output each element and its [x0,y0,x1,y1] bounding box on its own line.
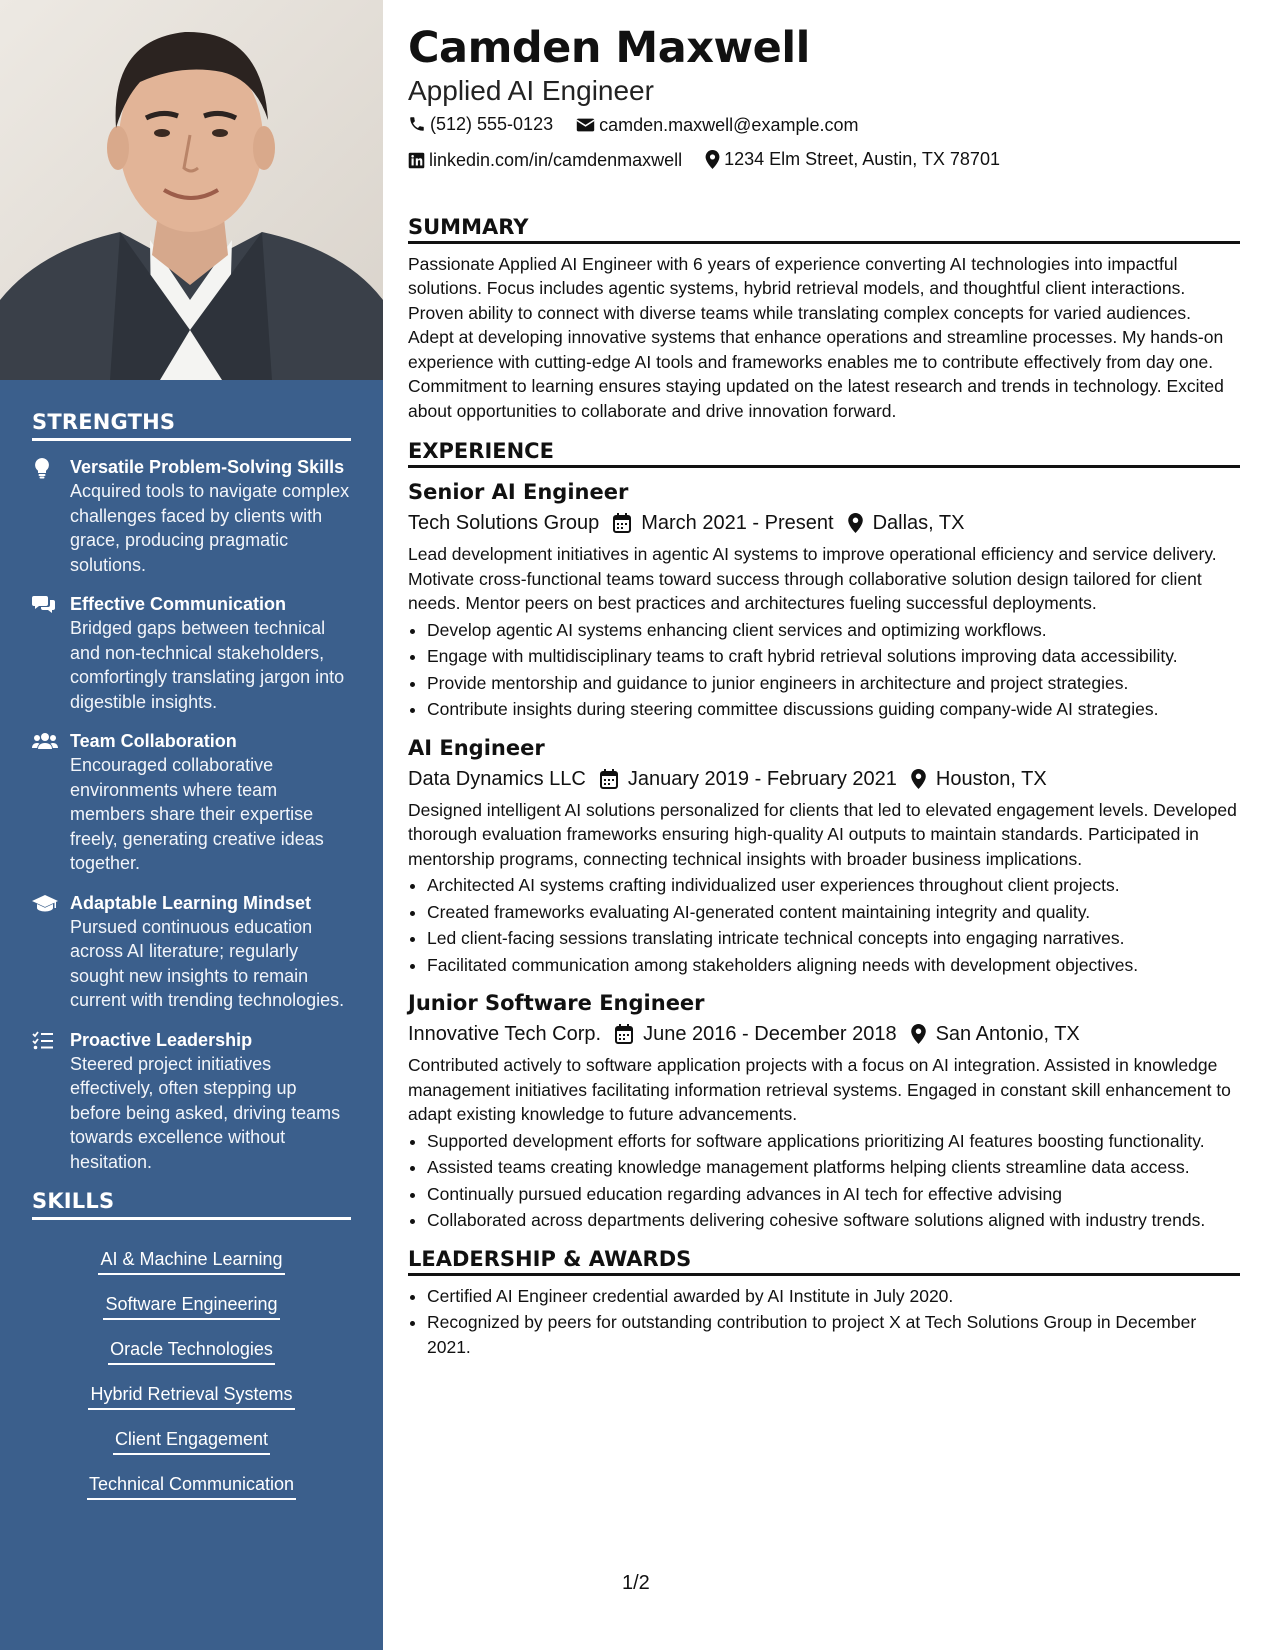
map-pin-icon [911,769,926,789]
linkedin-contact[interactable] [408,144,682,176]
job-entry [408,987,1240,1233]
job-company: Data Dynamics LLC [408,767,586,790]
map-pin-icon [911,1024,926,1044]
list-item: • Created frameworks evaluating AI-generated content maintaining integrity and quality. [427,900,1240,925]
experience-heading: EXPERIENCE [408,439,1240,468]
job-description: Designed intelligent AI solutions personalized for clients that led to elevated engagement levels. Developed thorough evaluation frameworks ensuring high-quality AI outputs to maintain standards. Participated in mentorship programs, connecting technical insights with broader business implications. [408,799,1237,869]
map-pin-icon [848,513,863,533]
phone-contact[interactable] [408,108,553,140]
job-entry [408,732,1240,978]
chat-bubbles-icon [32,592,70,714]
sidebar [0,0,383,1650]
job-location: Houston, TX [935,767,1047,790]
job-company: Tech Solutions Group [408,512,600,534]
list-item: • Collaborated across departments delivering cohesive software solutions aligned with industry trends. [427,1208,1240,1233]
list-item: • Architected AI systems crafting individualized user experiences throughout client projects. [427,873,1240,898]
list-item: • Recognized by peers for outstanding contribution to project X at Tech Solutions Group in December 2021. [427,1310,1240,1359]
leadership-section [408,1247,1240,1360]
skill-tag: Client Engagement [113,1426,270,1455]
strength-description: Pursued continuous education across AI literature; regularly sought new insights to remain current with trending technologies. [70,916,345,1010]
email-address: camden.maxwell@example.com [599,115,859,135]
leadership-heading: LEADERSHIP & AWARDS [408,1247,1240,1276]
list-item: • Facilitated communication among stakeholders aligning needs with development objectives. [427,953,1240,978]
strengths-heading: STRENGTHS [32,410,351,441]
job-title: Junior Software Engineer [408,991,705,1015]
job-description: Contributed actively to software application projects with a focus on AI integration. Assisted in knowledge management initiatives facilitating information retrieval systems. Engaged in constant skill enhancement to adapt existing knowledge to future advancements. [408,1055,1231,1124]
list-item: • Engage with multidisciplinary teams to craft hybrid retrieval solutions improving data accessibility. [427,644,1240,669]
list-check-icon [32,1028,70,1175]
list-item: • Provide mentorship and guidance to junior engineers in architecture and project strategies. [427,671,1240,696]
email-contact[interactable] [576,109,858,141]
list-item: • Continually pursued education regarding advances in AI tech for effective advising [427,1182,1240,1207]
job-bullets [408,873,1240,977]
job-description: Lead development initiatives in agentic AI systems to improve operational efficiency and service delivery. Motivate cross-functional teams toward success through collaborative solution design tailored for client needs. Mentor peers on best practices and architectures fueling successful deployments. [408,544,1217,613]
job-location: San Antonio, TX [935,1023,1080,1045]
leadership-list [408,1284,1240,1360]
list-item: • Supported development efforts for software applications prioritizing AI features boosting functionality. [427,1129,1240,1154]
strength-title: Effective Communication [70,594,287,614]
graduation-cap-icon [32,891,70,1013]
strength-title: Team Collaboration [70,731,237,751]
job-meta [408,764,1240,794]
job-location: Dallas, TX [872,512,965,534]
job-entry [408,476,1240,722]
job-title: AI Engineer [408,735,545,760]
strength-item [32,592,351,714]
linkedin-url: linkedin.com/in/camdenmaxwell [429,150,683,170]
job-bullets [408,618,1240,722]
job-dates: March 2021 - Present [641,512,834,534]
lightbulb-icon [32,455,70,577]
strength-title: Adaptable Learning Mindset [70,892,312,913]
list-item: • Contribute insights during steering committee discussions guiding company-wide AI strategies. [427,697,1240,722]
strength-title: Versatile Problem-Solving Skills [70,457,345,477]
list-item: • Led client-facing sessions translating intricate technical concepts into engaging narratives. [427,926,1240,951]
summary-text: Passionate Applied AI Engineer with 6 years of experience converting AI technologies into impactful solutions. Focus includes agentic systems, hybrid retrieval models, and thoughtful client interactions. Proven ability to connect with diverse teams while translating complex concepts for varied audiences. Adept at developing innovative systems that enhance operations and streamline processes. My hands-on experience with cutting-edge AI tools and frameworks enables me to contribute effectively from day one. Commitment to learning ensures staying updated on the latest research and trends in technology. Excited about opportunities to collaborate and drive innovation forward. [408,253,1224,421]
strength-item [32,455,351,577]
skill-tag: Oracle Technologies [108,1336,275,1365]
strength-description: Acquired tools to navigate complex challenges faced by clients with grace, producing pragmatic solutions. [70,481,350,575]
skill-list [32,1234,351,1508]
experience-section [408,439,1240,1233]
skills-heading: SKILLS [32,1189,351,1220]
job-dates: January 2019 - February 2021 [627,767,897,790]
strength-item [32,1028,351,1175]
main-content [408,20,1240,1361]
phone-icon [408,115,426,133]
job-company: Innovative Tech Corp. [408,1023,602,1045]
linkedin-icon [408,152,425,169]
strength-description: Encouraged collaborative environments where team members share their expertise freely, generating creative ideas together. [70,755,324,873]
calendar-icon [615,1024,633,1044]
phone-number: (512) 555-0123 [430,114,554,134]
skill-tag: Technical Communication [87,1471,296,1500]
list-item: • Assisted teams creating knowledge management platforms helping clients streamline data access. [427,1155,1240,1180]
summary-section [408,215,1240,424]
skill-tag: Hybrid Retrieval Systems [88,1381,294,1410]
map-pin-icon [705,150,720,169]
calendar-icon [613,513,631,533]
envelope-icon [576,117,595,133]
profile-photo [0,0,383,380]
list-item: • Certified AI Engineer credential awarded by AI Institute in July 2020. [427,1284,1240,1309]
person-name: Camden Maxwell [408,23,810,73]
contact-info [408,108,1240,179]
job-title: Senior AI Engineer [408,480,629,504]
address-contact [705,143,1000,175]
skill-tag: Software Engineering [103,1291,279,1320]
job-dates: June 2016 - December 2018 [643,1023,897,1045]
strength-item [32,891,351,1013]
users-icon [32,729,70,876]
list-item: • Develop agentic AI systems enhancing client services and optimizing workflows. [427,618,1240,643]
strength-item [32,729,351,876]
job-meta [408,508,1240,538]
job-bullets [408,1129,1240,1233]
job-meta [408,1019,1240,1049]
address: 1234 Elm Street, Austin, TX 78701 [724,149,1000,169]
strength-description: Bridged gaps between technical and non-technical stakeholders, comfortingly translating jargon into digestible insights. [70,618,345,712]
summary-heading: SUMMARY [408,215,1240,244]
strength-title: Proactive Leadership [70,1029,253,1050]
skill-tag: AI & Machine Learning [98,1246,284,1275]
calendar-icon [600,769,618,789]
page-number: 1/2 [622,1572,650,1594]
strength-description: Steered project initiatives effectively, often stepping up before being asked, driving teams towards excellence without hesitation. [70,1053,341,1172]
person-title: Applied AI Engineer [408,75,654,106]
